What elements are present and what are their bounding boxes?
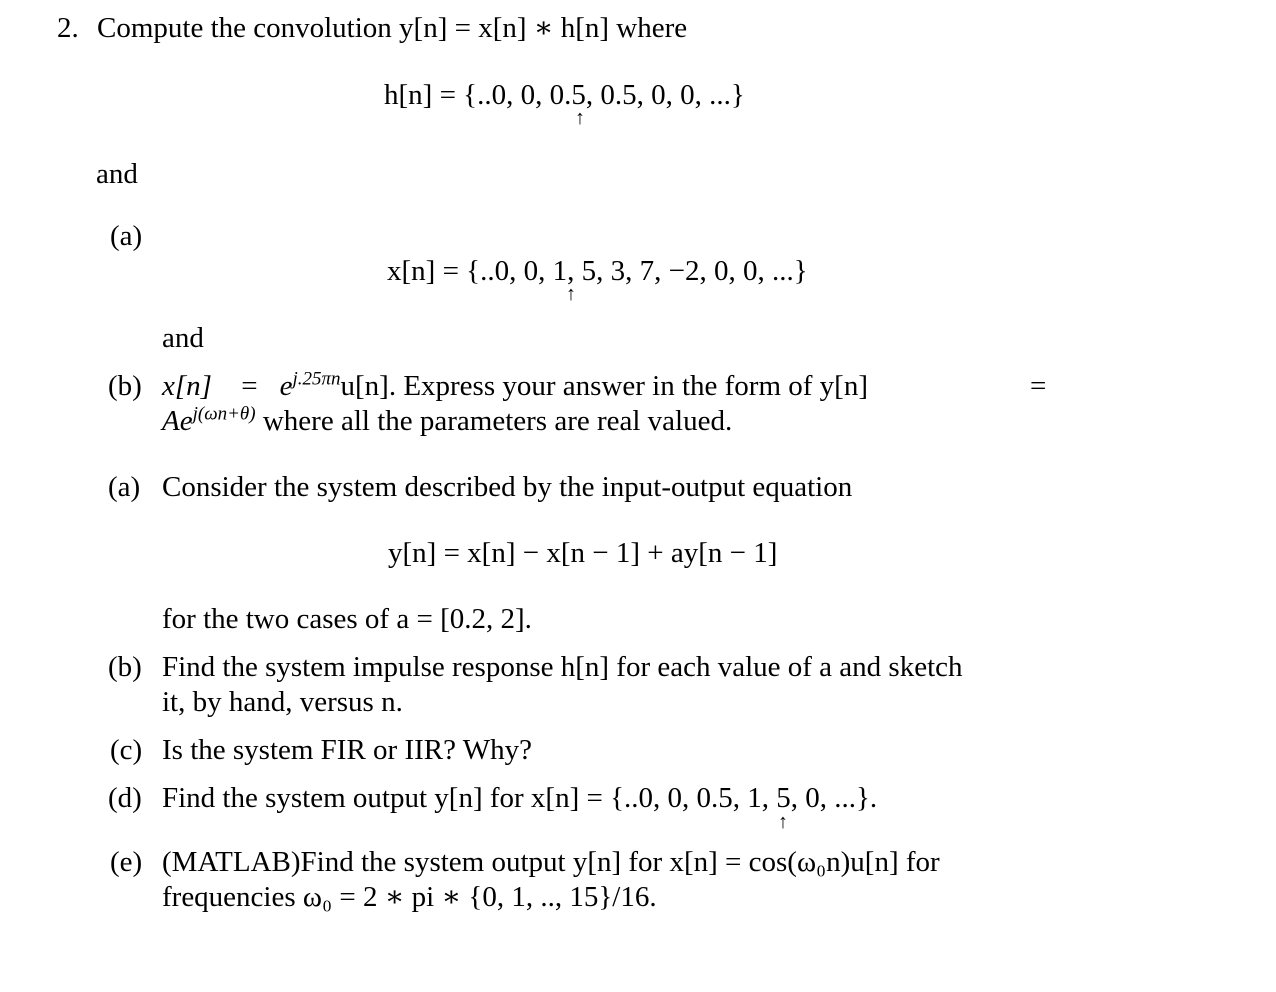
p2-b-label: (b) (108, 651, 142, 683)
cases-text: for the two cases of a = [0.2, 2]. (162, 603, 532, 635)
p2-e-line1: (MATLAB)Find the system output y[n] for x[n] = cos(ω₀n)u[n] for (162, 846, 940, 878)
part-b-line1-rest: u[n]. Express your answer in the form of y[n] (340, 370, 868, 402)
p2-e-line2: frequencies ω₀ = 2 ∗ pi ∗ {0, 1, .., 15}/16. (162, 881, 657, 913)
origin-arrow-icon: ↑ (778, 811, 788, 833)
p2-d-text: Find the system output y[n] for x[n] = {..0, 0, 0.5, 1, 5, 0, ...}. (162, 782, 878, 814)
part-a-label: (a) (110, 220, 143, 252)
p2-c-text: Is the system FIR or IIR? Why? (162, 734, 532, 766)
p2-b-line2: it, by hand, versus n. (162, 686, 403, 718)
part-b-xn: x[n] (162, 370, 212, 402)
h-equation: h[n] = {..0, 0, 0.5, 0.5, 0, 0, ...} (384, 79, 745, 111)
problem-number: 2. (57, 12, 79, 44)
origin-arrow-icon: ↑ (575, 107, 585, 129)
problem-intro: Compute the convolution y[n] = x[n] ∗ h[n] where (97, 12, 688, 44)
p2-b-line1: Find the system impulse response h[n] for each value of a and sketch (162, 651, 963, 683)
part-b-line2 (162, 403, 732, 439)
p2-e-label: (e) (110, 846, 143, 878)
and-text: and (96, 158, 138, 190)
phase-superscript: j(ωn+θ) (192, 403, 256, 425)
p2-c-label: (c) (110, 734, 143, 766)
part-b-label: (b) (108, 370, 142, 402)
system-equation: y[n] = x[n] − x[n − 1] + ay[n − 1] (388, 537, 778, 569)
x-equation-a: x[n] = {..0, 0, 1, 5, 3, 7, −2, 0, 0, ...} (387, 255, 808, 287)
origin-arrow-icon: ↑ (566, 283, 576, 305)
equals-sign-end: = (1030, 370, 1047, 402)
exp-superscript: j.25πn (292, 368, 341, 390)
p2-a-label: (a) (108, 471, 141, 503)
part-b-line2-rest: where all the parameters are real valued. (262, 405, 733, 437)
amplitude-term: Ae (162, 405, 193, 437)
p2-d-label: (d) (108, 782, 142, 814)
and-text: and (162, 322, 204, 354)
equals-sign: = (241, 370, 258, 402)
part-b-line1 (162, 368, 868, 404)
p2-a-text: Consider the system described by the input-output equation (162, 471, 853, 503)
exp-base: e (279, 370, 293, 402)
